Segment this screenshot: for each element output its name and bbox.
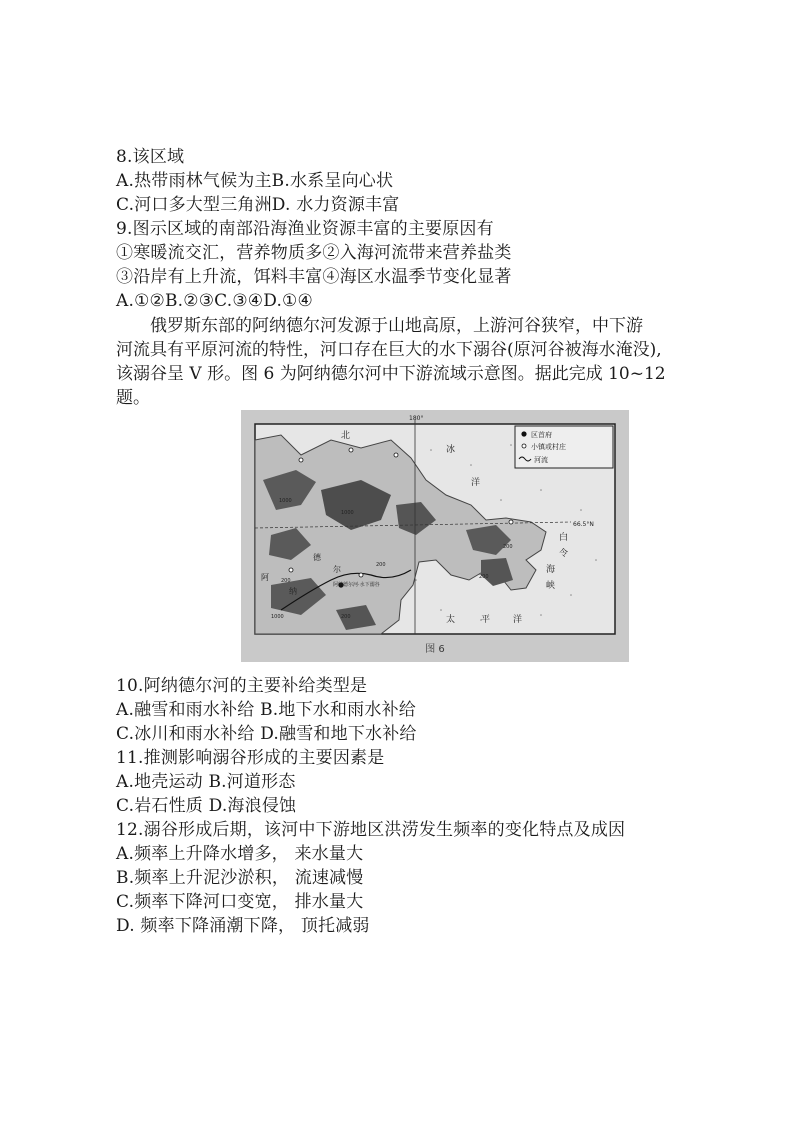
legend-river-label: 河流: [534, 456, 548, 464]
figure-6-map: [241, 410, 629, 662]
village-marker: [289, 568, 293, 572]
valley-label: 阿纳德尔河·水下溺谷: [333, 582, 380, 588]
q11-options-ab: A.地壳运动 B.河道形态: [116, 772, 296, 792]
legend-capital-label: 区首府: [531, 431, 552, 439]
label-ping: 平: [481, 615, 491, 625]
q8-options-cd: C.河口多大型三角洲D. 水力资源丰富: [116, 195, 400, 215]
q9-options: A.①②B.②③C.③④D.①④: [116, 291, 313, 311]
map-svg: [241, 410, 629, 662]
label-bai: 白: [559, 533, 569, 543]
contour-label: 200: [341, 614, 351, 620]
passage-line-4: 题。: [116, 388, 150, 408]
contour-label: 1000: [279, 498, 292, 504]
q8-stem: 8.该区域: [116, 147, 185, 167]
village-marker: [359, 573, 363, 577]
label-a: 阿: [261, 573, 269, 582]
label-north: 北: [341, 431, 351, 441]
q12-stem: 12.溺谷形成后期，该河中下游地区洪涝发生频率的变化特点及成因: [116, 820, 626, 840]
contour-label: 1000: [271, 614, 284, 620]
label-hai: 海: [546, 565, 556, 575]
legend-village-label: 小镇或村庄: [531, 443, 566, 451]
q11-options-cd: C.岩石性质 D.海浪侵蚀: [116, 796, 297, 816]
q10-options-ab: A.融雪和雨水补给 B.地下水和雨水补给: [116, 700, 416, 720]
q12-option-a: A.频率上升降水增多， 来水量大: [116, 844, 364, 864]
label-ling: 令: [559, 549, 569, 559]
label-ocean: 洋: [471, 478, 481, 488]
q10-stem: 10.阿纳德尔河的主要补给类型是: [116, 676, 368, 696]
q12-option-c: C.频率下降河口变宽， 排水量大: [116, 892, 364, 912]
contour-label: 1000: [341, 510, 354, 516]
reading-passage: [116, 314, 706, 410]
village-marker: [349, 448, 353, 452]
label-yang: 洋: [513, 615, 523, 625]
label-ice: 冰: [446, 445, 456, 455]
latitude-label: 66.5°N: [573, 521, 594, 528]
q10-options-cd: C.冰川和雨水补给 D.融雪和地下水补给: [116, 724, 417, 744]
contour-label: 200: [281, 578, 291, 584]
contour-label: 200: [503, 544, 513, 550]
label-er: 尔: [333, 565, 341, 574]
q12-option-d: D. 频率下降涌潮下降， 顶托减弱: [116, 916, 370, 936]
q9-item-2: ③沿岸有上升流，饵料丰富④海区水温季节变化显著: [116, 267, 512, 287]
village-marker: [394, 453, 398, 457]
passage-line-2: 河流具有平原河流的特性，河口存在巨大的水下溺谷(原河谷被海水淹没),: [116, 340, 662, 360]
label-na: 纳: [289, 587, 297, 596]
figure-caption: 图 6: [425, 644, 445, 655]
longitude-label: 180°: [409, 415, 424, 422]
legend-village-symbol: [522, 444, 526, 448]
q11-stem: 11.推测影响溺谷形成的主要因素是: [116, 748, 385, 768]
contour-label: 200: [479, 574, 489, 580]
contour-label: 200: [376, 562, 386, 568]
legend-capital-symbol: [521, 431, 526, 436]
q8-options-ab: A.热带雨林气候为主B.水系呈向心状: [116, 171, 394, 191]
q12-option-b: B.频率上升泥沙淤积， 流速减慢: [116, 868, 364, 888]
q9-stem: 9.图示区域的南部沿海渔业资源丰富的主要原因有: [116, 219, 494, 239]
village-marker: [299, 458, 303, 462]
passage-line-3: 该溺谷呈 V 形。图 6 为阿纳德尔河中下游流域示意图。据此完成 10~12: [116, 364, 666, 384]
passage-line-1: 俄罗斯东部的阿纳德尔河发源于山地高原，上游河谷狭窄，中下游: [150, 316, 643, 336]
label-de: 德: [313, 553, 321, 562]
village-marker: [509, 520, 513, 524]
label-tai: 太: [446, 615, 456, 625]
q9-item-1: ①寒暖流交汇，营养物质多②入海河流带来营养盐类: [116, 243, 512, 263]
label-xia: 峡: [546, 581, 556, 591]
